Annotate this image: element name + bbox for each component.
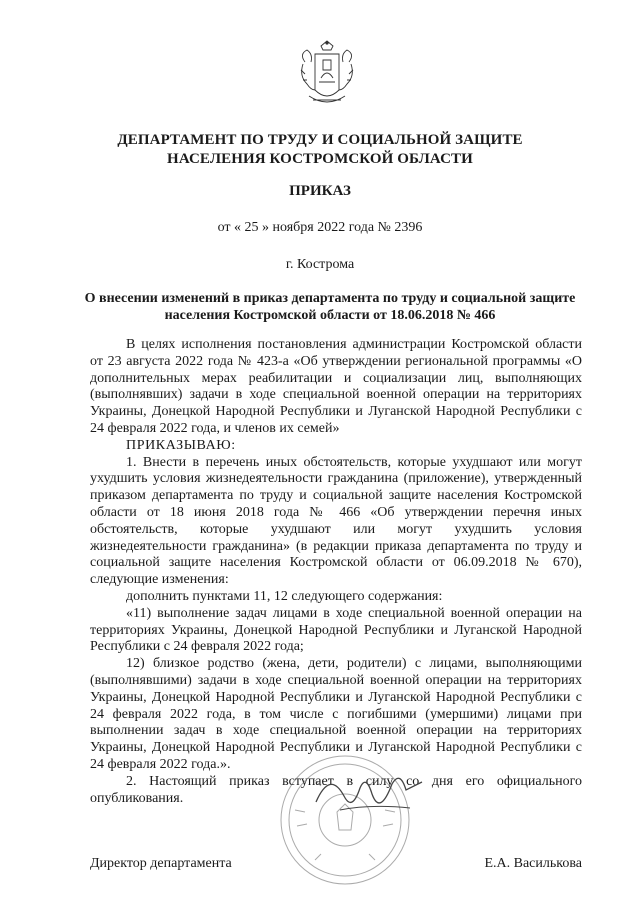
handwritten-signature (310, 760, 430, 830)
point-11-paragraph: «11) выполнение задач лицами в ходе специальной военной операции на территориях Украины, Донецкой Народной Республики и Луганской Народной Республики с 24 февраля 2022 года; (90, 605, 582, 655)
signature-block (90, 856, 582, 872)
preamble-paragraph: В целях исполнения постановления администрации Костромской области от 23 августа 2022 года № 423-а «Об утверждении региональной программы «О дополнительных мерах реабилитации и социализации лиц, выполняющих (выполнявших) задачи в ходе специальной военной операции на территориях Украины, Донецкой Народной Республики и Луганской Народной Республики с 24 февраля 2022 года, и членов их семей» (90, 337, 582, 436)
date-and-number: от « 25 » ноября 2022 года № 2396 (217, 220, 423, 235)
item-1-paragraph: 1. Внести в перечень иных обстоятельств, которые ухудшают или могут ухудшить условия жизнедеятельности гражданина (приложение), утвержденный приказом департамента по труду и социальной защите населения Костромской области от 18 июня 2018 года № 466 «Об утверждении перечня иных обстоятельств, которые ухудшают или могут ухудшить условия жизнедеятельности гражданина» (в редакции приказа департамента по труду и социальной защите населения Костромской области от 06.09.2018 № 670), следующие изменения: (90, 454, 582, 588)
signatory-name: Е.А. Василькова (484, 856, 582, 871)
document-type: ПРИКАЗ (289, 183, 351, 199)
item-2-paragraph: 2. Настоящий приказ вступает в силу со дня его официального опубликования. (90, 773, 582, 806)
order-body (90, 337, 582, 807)
order-subject: О внесении изменений в приказ департамента по труду и социальной защите населения Костромской области от 18.06.2018 № 466 (84, 291, 576, 323)
city: г. Кострома (285, 257, 355, 272)
point-12-paragraph: 12) близкое родство (жена, дети, родители) с лицами, выполняющими (выполнявшими) задачи в ходе специальной военной операции на территориях Украины, Донецкой Народной Республики и Луганской Народной Республики с 24 февраля 2022 года, в том числе с погибшими (умершими) лицами при выполнении задач в ходе специальной военной операции на территориях Украины, Донецкой Народной Республики и Луганской Народной Республики с 24 февраля 2022 года.». (90, 656, 582, 772)
signatory-position: Директор департамента (90, 856, 232, 871)
coat-of-arms-emblem (295, 40, 359, 112)
department-title: ДЕПАРТАМЕНТ ПО ТРУДУ И СОЦИАЛЬНОЙ ЗАЩИТЕ НАСЕЛЕНИЯ КОСТРОМСКОЙ ОБЛАСТИ (117, 132, 523, 167)
order-keyword: ПРИКАЗЫВАЮ: (126, 437, 236, 453)
add-points-paragraph: дополнить пунктами 11, 12 следующего содержания: (126, 588, 443, 604)
